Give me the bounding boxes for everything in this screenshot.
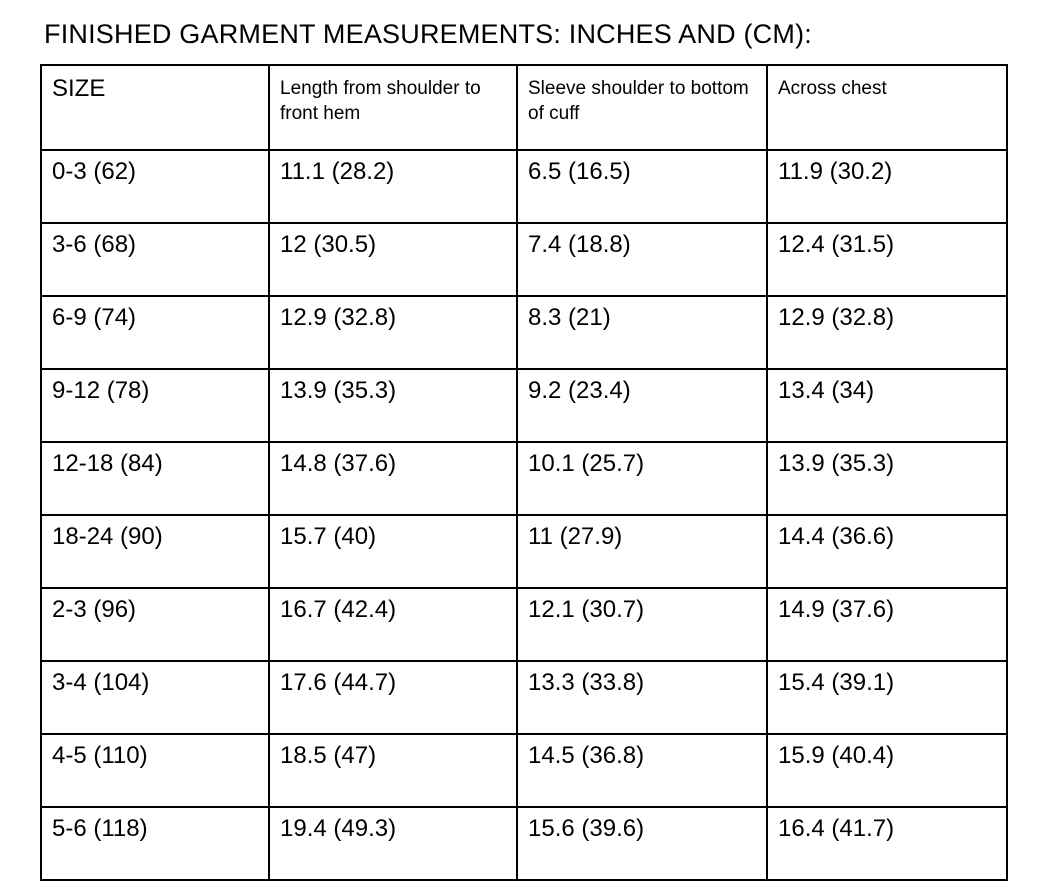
cell-length: 19.4 (49.3)	[269, 807, 517, 880]
table-row	[41, 369, 1007, 442]
cell-sleeve: 15.6 (39.6)	[517, 807, 767, 880]
table-row	[41, 515, 1007, 588]
cell-chest: 15.9 (40.4)	[767, 734, 1007, 807]
cell-size: 9-12 (78)	[41, 369, 269, 442]
column-header-sleeve: Sleeve shoulder to bottom of cuff	[517, 65, 767, 150]
table-header	[41, 65, 1007, 150]
cell-length: 13.9 (35.3)	[269, 369, 517, 442]
table-row	[41, 150, 1007, 223]
table-row	[41, 296, 1007, 369]
cell-chest: 14.4 (36.6)	[767, 515, 1007, 588]
cell-length: 11.1 (28.2)	[269, 150, 517, 223]
table-row	[41, 223, 1007, 296]
table-body	[41, 150, 1007, 880]
cell-sleeve: 10.1 (25.7)	[517, 442, 767, 515]
cell-chest: 16.4 (41.7)	[767, 807, 1007, 880]
cell-length: 14.8 (37.6)	[269, 442, 517, 515]
cell-sleeve: 6.5 (16.5)	[517, 150, 767, 223]
cell-length: 12 (30.5)	[269, 223, 517, 296]
cell-length: 16.7 (42.4)	[269, 588, 517, 661]
finished-measurements-table	[40, 64, 1008, 881]
table-row	[41, 734, 1007, 807]
cell-size: 5-6 (118)	[41, 807, 269, 880]
cell-length: 12.9 (32.8)	[269, 296, 517, 369]
cell-size: 4-5 (110)	[41, 734, 269, 807]
cell-sleeve: 9.2 (23.4)	[517, 369, 767, 442]
cell-length: 15.7 (40)	[269, 515, 517, 588]
cell-chest: 14.9 (37.6)	[767, 588, 1007, 661]
cell-sleeve: 7.4 (18.8)	[517, 223, 767, 296]
cell-size: 3-4 (104)	[41, 661, 269, 734]
table-header-row	[41, 65, 1007, 150]
cell-length: 17.6 (44.7)	[269, 661, 517, 734]
cell-chest: 12.4 (31.5)	[767, 223, 1007, 296]
cell-size: 3-6 (68)	[41, 223, 269, 296]
cell-size: 6-9 (74)	[41, 296, 269, 369]
column-header-size: SIZE	[41, 65, 269, 150]
table-row	[41, 807, 1007, 880]
column-header-length: Length from shoulder to front hem	[269, 65, 517, 150]
cell-chest: 11.9 (30.2)	[767, 150, 1007, 223]
cell-size: 0-3 (62)	[41, 150, 269, 223]
cell-sleeve: 11 (27.9)	[517, 515, 767, 588]
cell-sleeve: 13.3 (33.8)	[517, 661, 767, 734]
cell-size: 12-18 (84)	[41, 442, 269, 515]
table-row	[41, 661, 1007, 734]
cell-sleeve: 8.3 (21)	[517, 296, 767, 369]
table-row	[41, 442, 1007, 515]
cell-chest: 15.4 (39.1)	[767, 661, 1007, 734]
cell-chest: 13.9 (35.3)	[767, 442, 1007, 515]
column-header-chest: Across chest	[767, 65, 1007, 150]
cell-sleeve: 12.1 (30.7)	[517, 588, 767, 661]
cell-chest: 12.9 (32.8)	[767, 296, 1007, 369]
cell-sleeve: 14.5 (36.8)	[517, 734, 767, 807]
cell-chest: 13.4 (34)	[767, 369, 1007, 442]
cell-size: 18-24 (90)	[41, 515, 269, 588]
table-row	[41, 588, 1007, 661]
cell-size: 2-3 (96)	[41, 588, 269, 661]
page-title: FINISHED GARMENT MEASUREMENTS: INCHES AND (CM):	[44, 19, 812, 49]
cell-length: 18.5 (47)	[269, 734, 517, 807]
